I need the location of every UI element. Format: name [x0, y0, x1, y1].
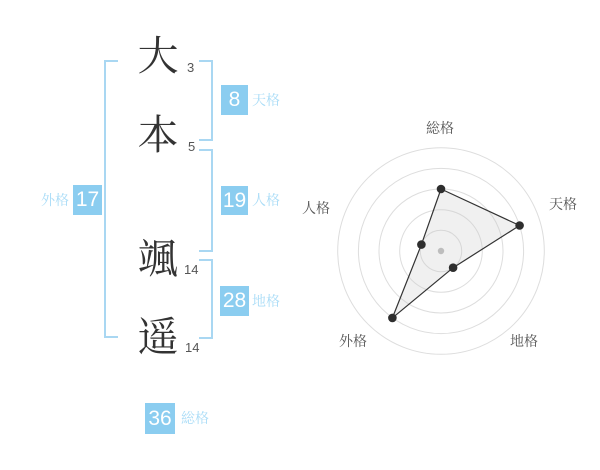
radar-data-point [449, 263, 458, 272]
surname-char-1: 大 [137, 33, 179, 79]
gaikaku-bracket [104, 60, 118, 338]
gaikaku-value-badge: 17 [73, 185, 102, 215]
radar-data-point [417, 240, 426, 249]
tenkaku-value-badge: 8 [221, 85, 248, 115]
soukaku-label: 総格 [181, 410, 209, 426]
jinkaku-bracket [199, 149, 213, 252]
radar-axis-label: 人格 [302, 200, 330, 216]
radar-data-point [515, 221, 524, 230]
radar-data-point [388, 314, 397, 323]
jinkaku-label: 人格 [252, 192, 280, 208]
gaikaku-label: 外格 [41, 192, 69, 208]
stroke-count: 14 [184, 262, 199, 277]
radar-axis-label: 天格 [549, 196, 577, 212]
radar-axis-label: 地格 [510, 333, 538, 349]
given-name-char-2: 遥 [137, 314, 179, 360]
jinkaku-value-badge: 19 [221, 186, 248, 215]
chikaku-bracket [199, 259, 213, 339]
radar-data-polygon [392, 189, 519, 318]
stroke-count: 14 [185, 340, 200, 355]
given-name-char-1: 颯 [137, 236, 179, 282]
stroke-count: 3 [187, 60, 195, 75]
surname-char-2: 本 [137, 112, 179, 158]
tenkaku-bracket [199, 60, 213, 141]
radar-center-dot [438, 248, 444, 254]
fortune-radar-chart [290, 100, 600, 370]
tenkaku-label: 天格 [252, 92, 280, 108]
radar-data-point [437, 185, 446, 194]
soukaku-value-badge: 36 [145, 403, 175, 434]
chikaku-value-badge: 28 [220, 286, 249, 316]
radar-axis-label: 外格 [339, 333, 367, 349]
chikaku-label: 地格 [252, 293, 280, 309]
stroke-count: 5 [188, 139, 196, 154]
radar-axis-label: 総格 [426, 120, 454, 136]
